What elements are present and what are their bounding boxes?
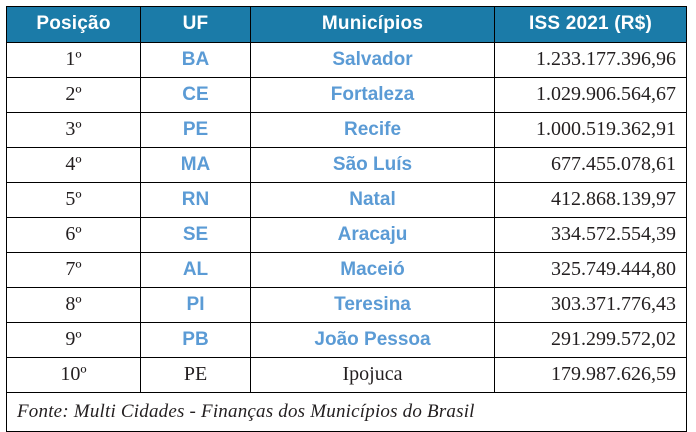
cell-posicao: 4º (7, 148, 141, 183)
table-body (7, 43, 687, 432)
cell-municipio: São Luís (251, 148, 495, 183)
column-header-iss: ISS 2021 (R$) (495, 7, 687, 43)
cell-iss-valor: 291.299.572,02 (495, 323, 687, 358)
cell-posicao: 7º (7, 253, 141, 288)
cell-municipio: Salvador (251, 43, 495, 78)
cell-municipio: Natal (251, 183, 495, 218)
table-row (7, 113, 687, 148)
cell-iss-valor: 303.371.776,43 (495, 288, 687, 323)
cell-uf: PB (141, 323, 251, 358)
iss-ranking-table (6, 6, 687, 432)
table-row (7, 78, 687, 113)
cell-iss-valor: 1.000.519.362,91 (495, 113, 687, 148)
cell-posicao: 10º (7, 358, 141, 393)
cell-iss-valor: 325.749.444,80 (495, 253, 687, 288)
cell-uf: CE (141, 78, 251, 113)
cell-iss-valor: 677.455.078,61 (495, 148, 687, 183)
cell-municipio: Aracaju (251, 218, 495, 253)
column-header-municipios: Municípios (251, 7, 495, 43)
table-row (7, 148, 687, 183)
cell-uf: MA (141, 148, 251, 183)
table-row (7, 183, 687, 218)
cell-iss-valor: 334.572.554,39 (495, 218, 687, 253)
table-row (7, 253, 687, 288)
cell-municipio: Fortaleza (251, 78, 495, 113)
table-header (7, 7, 687, 43)
cell-uf: RN (141, 183, 251, 218)
column-header-posicao: Posição (7, 7, 141, 43)
cell-municipio: Teresina (251, 288, 495, 323)
cell-municipio: Ipojuca (251, 358, 495, 393)
cell-iss-valor: 179.987.626,59 (495, 358, 687, 393)
cell-posicao: 6º (7, 218, 141, 253)
cell-uf: BA (141, 43, 251, 78)
ranking-table-figure (0, 6, 696, 431)
header-row (7, 7, 687, 43)
cell-uf: SE (141, 218, 251, 253)
cell-municipio: João Pessoa (251, 323, 495, 358)
cell-uf: PI (141, 288, 251, 323)
cell-iss-valor: 412.868.139,97 (495, 183, 687, 218)
cell-uf: PE (141, 358, 251, 393)
cell-posicao: 9º (7, 323, 141, 358)
source-note: Fonte: Multi Cidades - Finanças dos Municípios do Brasil (7, 393, 687, 432)
cell-posicao: 1º (7, 43, 141, 78)
table-row (7, 43, 687, 78)
cell-municipio: Recife (251, 113, 495, 148)
cell-posicao: 2º (7, 78, 141, 113)
table-row (7, 288, 687, 323)
cell-posicao: 5º (7, 183, 141, 218)
cell-posicao: 3º (7, 113, 141, 148)
cell-uf: PE (141, 113, 251, 148)
table-row (7, 358, 687, 393)
cell-iss-valor: 1.233.177.396,96 (495, 43, 687, 78)
table-row (7, 218, 687, 253)
cell-iss-valor: 1.029.906.564,67 (495, 78, 687, 113)
cell-uf: AL (141, 253, 251, 288)
cell-posicao: 8º (7, 288, 141, 323)
table-row (7, 323, 687, 358)
column-header-uf: UF (141, 7, 251, 43)
cell-municipio: Maceió (251, 253, 495, 288)
source-row (7, 393, 687, 432)
